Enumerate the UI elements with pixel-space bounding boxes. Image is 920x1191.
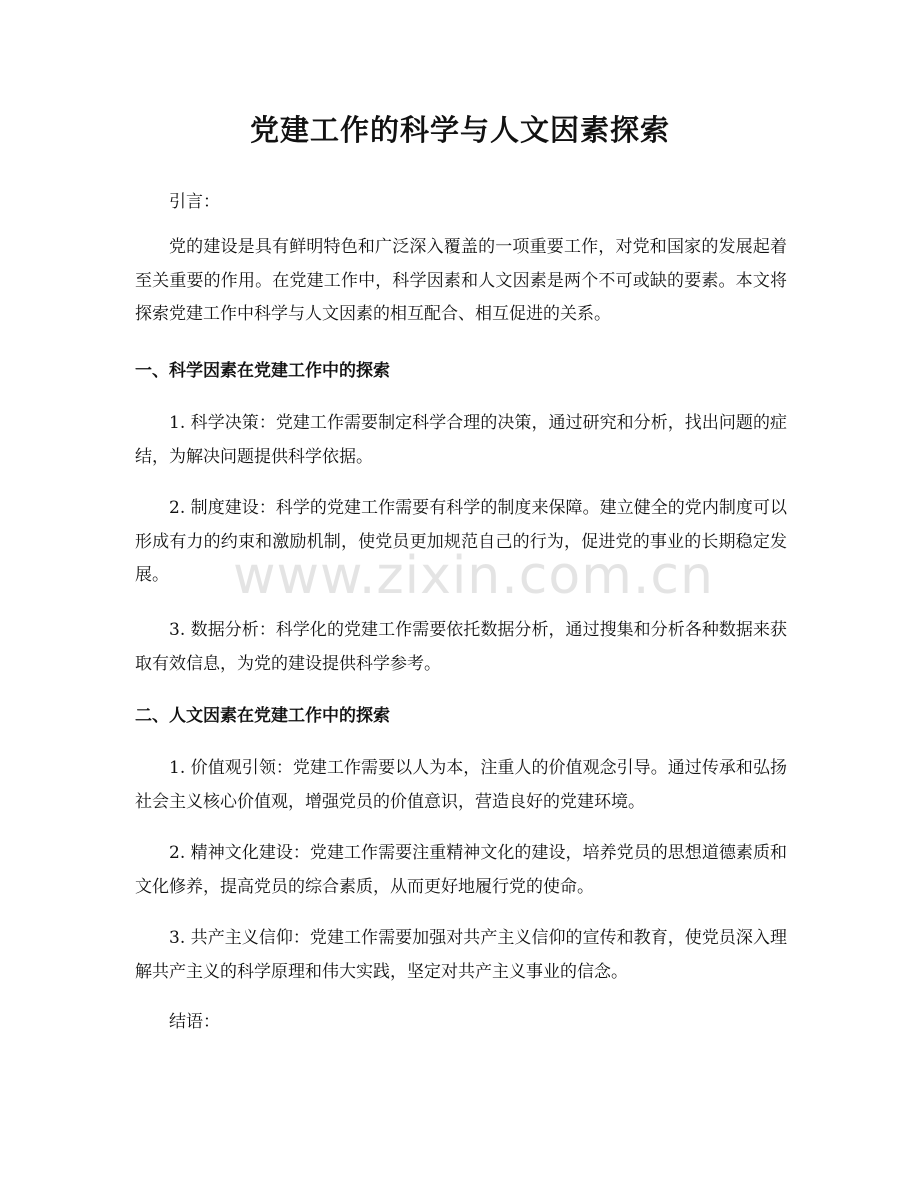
section2-heading: 二、人文因素在党建工作中的探索: [135, 706, 390, 726]
section2-item-3: 3. 共产主义信仰：党建工作需要加强对共产主义信仰的宣传和教育，使党员深入理解共产主义的科学原理和伟大实践，坚定对共产主义事业的信念。: [135, 928, 787, 982]
section1-item-3: 3. 数据分析：科学化的党建工作需要依托数据分析，通过搜集和分析各种数据来获取有效信息，为党的建设提供科学参考。: [135, 620, 787, 674]
conclusion-label: 结语：: [169, 1012, 220, 1032]
watermark: www.zixin.com.cn: [233, 546, 714, 606]
section2-item-2: 2. 精神文化建设：党建工作需要注重精神文化的建设，培养党员的思想道德素质和文化修养，提高党员的综合素质，从而更好地履行党的使命。: [135, 843, 787, 897]
section1-item-2: 2. 制度建设：科学的党建工作需要有科学的制度来保障。建立健全的党内制度可以形成有力的约束和激励机制，使党员更加规范自己的行为，促进党的事业的长期稳定发展。: [135, 498, 787, 585]
intro-label: 引言：: [169, 192, 220, 212]
section1-item-1: 1. 科学决策：党建工作需要制定科学合理的决策，通过研究和分析，找出问题的症结，为解决问题提供科学依据。: [135, 413, 787, 467]
document-title: 党建工作的科学与人文因素探索: [249, 113, 670, 147]
intro-paragraph: 党的建设是具有鲜明特色和广泛深入覆盖的一项重要工作，对党和国家的发展起着至关重要的作用。在党建工作中，科学因素和人文因素是两个不可或缺的要素。本文将探索党建工作中科学与人文因素的相互配合、相互促进的关系。: [135, 237, 787, 324]
section1-heading: 一、科学因素在党建工作中的探索: [135, 361, 390, 381]
section2-item-1: 1. 价值观引领：党建工作需要以人为本，注重人的价值观念引导。通过传承和弘扬社会主义核心价值观，增强党员的价值意识，营造良好的党建环境。: [135, 758, 787, 812]
